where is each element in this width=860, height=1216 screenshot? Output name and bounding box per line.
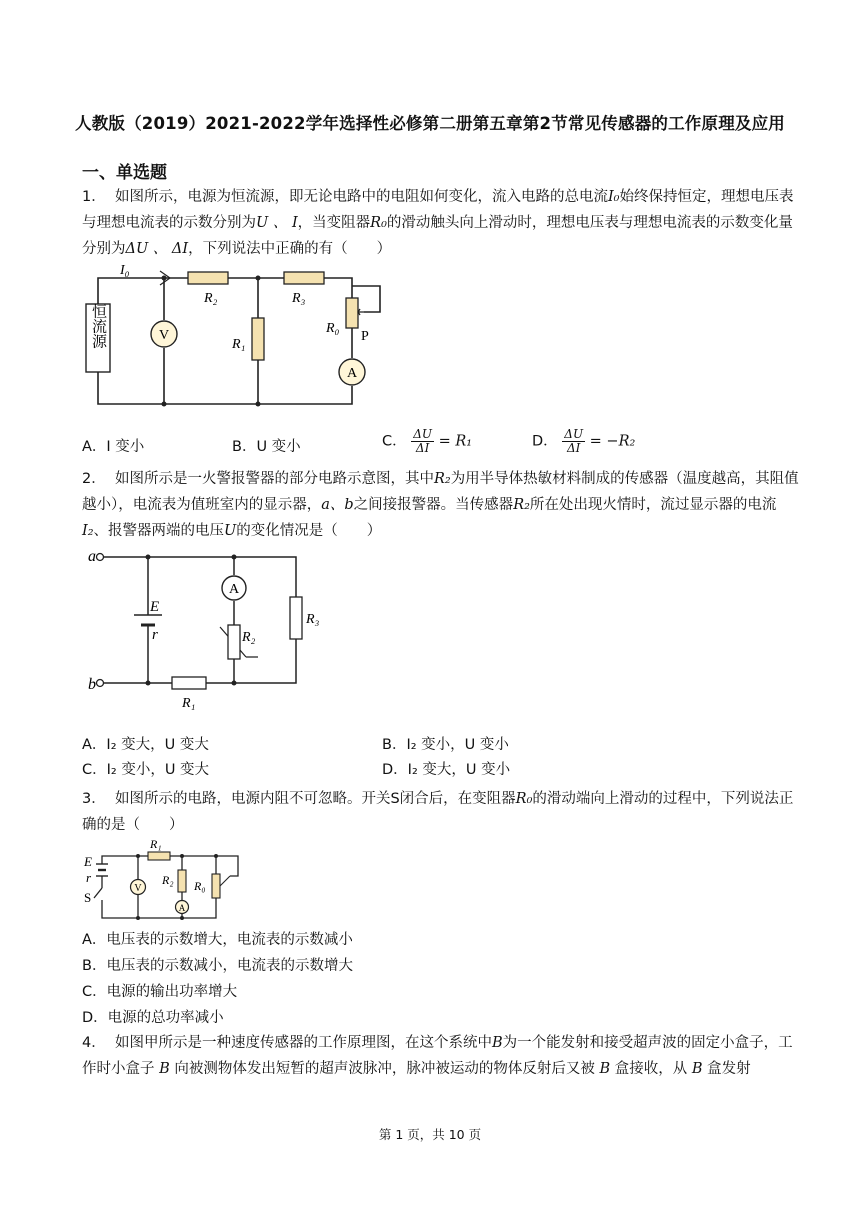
question-2-text: 2． 如图所示是一火警报警器的部分电路示意图，其中R₂为用半导体热敏材料制成的传感器（温度越高，其阻值越小），电流表为值班室内的显示器，a、b之间接报警器。当传感器R₂所在处出现火情时，流过显示器的电流I₂、报警器两端的电压U的变化情况是（ ） xyxy=(82,471,799,539)
option-a: A．I₂ 变大，U 变大 xyxy=(82,737,209,753)
slider-label-p: P xyxy=(361,329,369,344)
question-1-text: 1． 如图所示，电源为恒流源，即无论电路中的电阻如何变化，流入电路的总电流I₀始终保持恒定，理想电压表与理想电流表的示数分别为U 、 I，当变阻器R₀的滑动触头向上滑动时，理想电压表与理想电流表的示数变化量分别为ΔU 、 ΔI，下列说法中正确的有（ ） xyxy=(82,189,794,257)
document-title: 人教版（2019）2021-2022学年选择性必修第二册第五章第2节常见传感器的工作原理及应用 xyxy=(75,114,785,133)
emf-label: E xyxy=(150,599,160,615)
resistor-label-r1: R₁ xyxy=(232,337,246,352)
question-number: 4． xyxy=(82,1035,106,1051)
option-a: A．电压表的示数增大，电流表的示数减小 xyxy=(82,932,353,948)
option-c: C．I₂ 变小，U 变大 xyxy=(82,762,210,778)
resistor-label-r3: R₃ xyxy=(306,612,320,627)
question-number: 2． xyxy=(82,471,106,487)
voltmeter-label: V xyxy=(134,883,142,894)
terminal-a: a xyxy=(88,548,96,565)
option-a: A．I 变小 xyxy=(82,439,145,455)
option-c: C．电源的输出功率增大 xyxy=(82,984,238,1000)
circuit-figure-q3 xyxy=(80,836,250,924)
resistor-label-r1: R₁ xyxy=(150,837,162,851)
question-3-text: 3． 如图所示的电路，电源内阻不可忽略。开关S闭合后，在变阻器R₀的滑动端向上滑动的过程中，下列说法正确的是（ ） xyxy=(82,791,794,833)
option-d: D． $\frac{\Delta U}{\Delta I}$ = −R₂ xyxy=(532,427,636,455)
internal-resistance-label: r xyxy=(86,870,92,885)
question-number: 1． xyxy=(82,189,106,205)
fraction-d: $\frac{\Delta U}{\Delta I}$ xyxy=(564,427,584,455)
voltmeter-label: V xyxy=(158,328,170,343)
emf-label: E xyxy=(84,854,92,869)
internal-resistance-label: r xyxy=(152,627,158,643)
resistor-label-r2: R₂ xyxy=(162,873,174,887)
resistor-label-r2: R₂ xyxy=(242,630,256,645)
resistor-label-r2: R₂ xyxy=(204,291,218,306)
question-4-text: 4． 如图甲所示是一种速度传感器的工作原理图，在这个系统中B为一个能发射和接受超声波的固定小盒子，工作时小盒子 B 向被测物体发出短暂的超声波脉冲，脉冲被运动的物体反射后又被 B 盒接收，从 B 盒发射 xyxy=(82,1035,793,1077)
switch-label: S xyxy=(84,890,92,905)
question-number: 3． xyxy=(82,791,106,807)
section-heading: 一、单选题 xyxy=(82,163,167,183)
option-c: C． $\frac{\Delta U}{\Delta I}$ = R₁ xyxy=(382,427,473,455)
page-footer: 第 1 页，共 10 页 xyxy=(378,1127,482,1142)
fraction-c: $\frac{\Delta U}{\Delta I}$ xyxy=(413,427,433,455)
option-d: D．电源的总功率减小 xyxy=(82,1010,224,1026)
option-b: B．U 变小 xyxy=(232,439,301,455)
circuit-figure-q1 xyxy=(80,262,390,412)
option-b: B．I₂ 变小，U 变小 xyxy=(382,737,509,753)
source-label-1: 恒流源 xyxy=(90,303,106,349)
resistor-label-r3: R₃ xyxy=(292,291,306,306)
option-d: D．I₂ 变大，U 变小 xyxy=(382,762,511,778)
resistor-label-r0: R₀ xyxy=(326,321,340,336)
ammeter-label: A xyxy=(178,903,186,913)
option-b: B．电压表的示数减小，电流表的示数增大 xyxy=(82,958,353,974)
ammeter-label: A xyxy=(228,582,240,597)
resistor-label-r1: R₁ xyxy=(182,696,196,711)
ammeter-label: A xyxy=(346,366,358,381)
resistor-label-r0: R₀ xyxy=(194,879,206,893)
current-label: I₀ xyxy=(120,263,130,278)
circuit-figure-q2 xyxy=(86,543,336,713)
terminal-b: b xyxy=(88,676,96,693)
